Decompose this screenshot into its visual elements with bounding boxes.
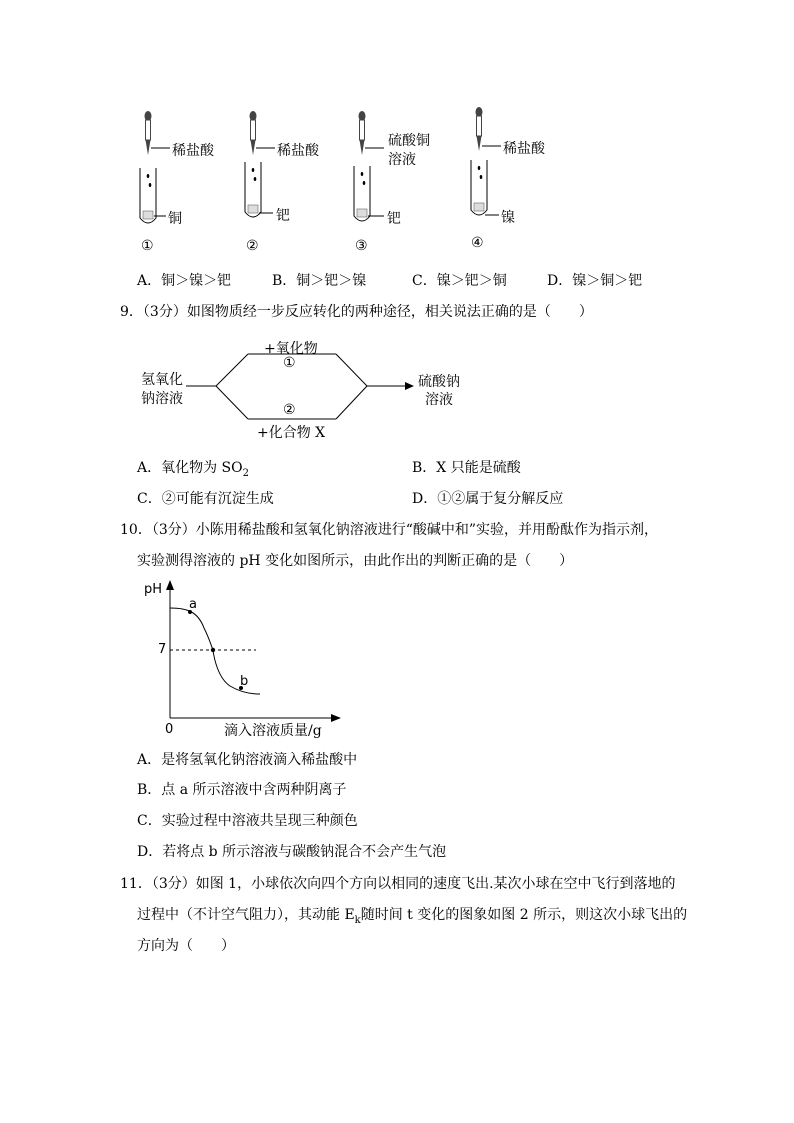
q9-end-line2: 溶液 bbox=[425, 392, 453, 408]
q9-start-line2: 钠溶液 bbox=[141, 391, 183, 407]
q9-top-label: +氧化物 bbox=[264, 341, 318, 357]
q8-option-a: A．铜＞镍＞钯 bbox=[137, 273, 232, 289]
apparatus-1 bbox=[140, 111, 170, 223]
tube3-reagent-line1: 硫酸铜 bbox=[388, 133, 430, 149]
q11-stem-line2: 过程中（不计空气阻力），其动能 $E_k$随时间 t 变化的图象如图 2 所示，则这次小球飞出的 bbox=[137, 907, 688, 926]
q10-stem-line2: 实验测得溶液的 pH 变化如图所示，由此作出的判断正确的是（ ） bbox=[137, 553, 574, 569]
q9-reaction-diagram bbox=[0, 330, 794, 450]
q9-end-line1: 硫酸钠 bbox=[418, 374, 460, 390]
q8-option-c: C．镍＞钯＞铜 bbox=[412, 273, 507, 289]
chart-point-b-label: b bbox=[240, 674, 249, 689]
tube1-num: ① bbox=[141, 238, 154, 254]
tube2-reagent: 稀盐酸 bbox=[277, 143, 319, 159]
q10-option-a: A．是将氢氧化钠溶液滴入稀盐酸中 bbox=[137, 752, 358, 768]
chart-xlabel: 滴入溶液质量/g bbox=[224, 723, 322, 739]
ph-chart bbox=[0, 578, 794, 728]
tube4-num: ④ bbox=[471, 235, 484, 251]
q9-start-line1: 氢氧化 bbox=[141, 372, 183, 388]
tube3-metal: 钯 bbox=[387, 211, 401, 227]
tube3-reagent-line2: 溶液 bbox=[388, 152, 416, 168]
q10-option-d: D．若将点 b 所示溶液与碳酸钠混合不会产生气泡 bbox=[137, 844, 447, 860]
tube4-metal: 镍 bbox=[501, 210, 515, 226]
q9-bottom-num: ② bbox=[283, 402, 296, 418]
apparatus-2 bbox=[245, 111, 275, 217]
tube2-metal: 钯 bbox=[276, 208, 290, 224]
q8-option-d: D．镍＞铜＞钯 bbox=[547, 273, 643, 289]
tube1-metal: 铜 bbox=[168, 211, 182, 227]
q10-option-c: C．实验过程中溶液共呈现三种颜色 bbox=[137, 813, 358, 829]
q9-top-num: ① bbox=[283, 355, 296, 371]
point-neutral-marker bbox=[211, 648, 215, 652]
tube3-num: ③ bbox=[355, 238, 368, 254]
q8-option-b: B．铜＞钯＞镍 bbox=[272, 273, 367, 289]
apparatus-4 bbox=[471, 107, 501, 215]
tube4-reagent: 稀盐酸 bbox=[503, 141, 545, 157]
q9-option-c: C．②可能有沉淀生成 bbox=[137, 491, 274, 507]
chart-origin: 0 bbox=[165, 722, 174, 737]
q11-stem-line3: 方向为（ ） bbox=[137, 938, 235, 954]
q9-stem: 9．（3分）如图物质经一步反应转化的两种途径，相关说法正确的是（ ） bbox=[120, 304, 593, 320]
chart-ylabel: pH bbox=[144, 582, 163, 597]
chart-point-a-label: a bbox=[189, 597, 197, 612]
q9-option-a: A．氧化物为 $SO_2$ bbox=[137, 460, 250, 479]
q10-stem-line1: 10．（3分）小陈用稀盐酸和氢氧化钠溶液进行“酸碱中和”实验，并用酚酞作为指示剂， bbox=[120, 522, 659, 538]
q10-option-b: B．点 a 所示溶液中含两种阴离子 bbox=[137, 782, 347, 798]
q9-bottom-label: +化合物 X bbox=[257, 425, 326, 441]
tube1-reagent: 稀盐酸 bbox=[172, 143, 214, 159]
q9-option-b: B．X 只能是硫酸 bbox=[412, 460, 521, 476]
q9-option-d: D．①②属于复分解反应 bbox=[412, 491, 564, 507]
q11-stem-line1: 11．（3分）如图 1，小球依次向四个方向以相同的速度飞出.某次小球在空中飞行到落地的 bbox=[120, 876, 676, 892]
chart-ytick-7: 7 bbox=[158, 642, 167, 657]
apparatus-3 bbox=[354, 111, 384, 221]
tube2-num: ② bbox=[246, 238, 259, 254]
